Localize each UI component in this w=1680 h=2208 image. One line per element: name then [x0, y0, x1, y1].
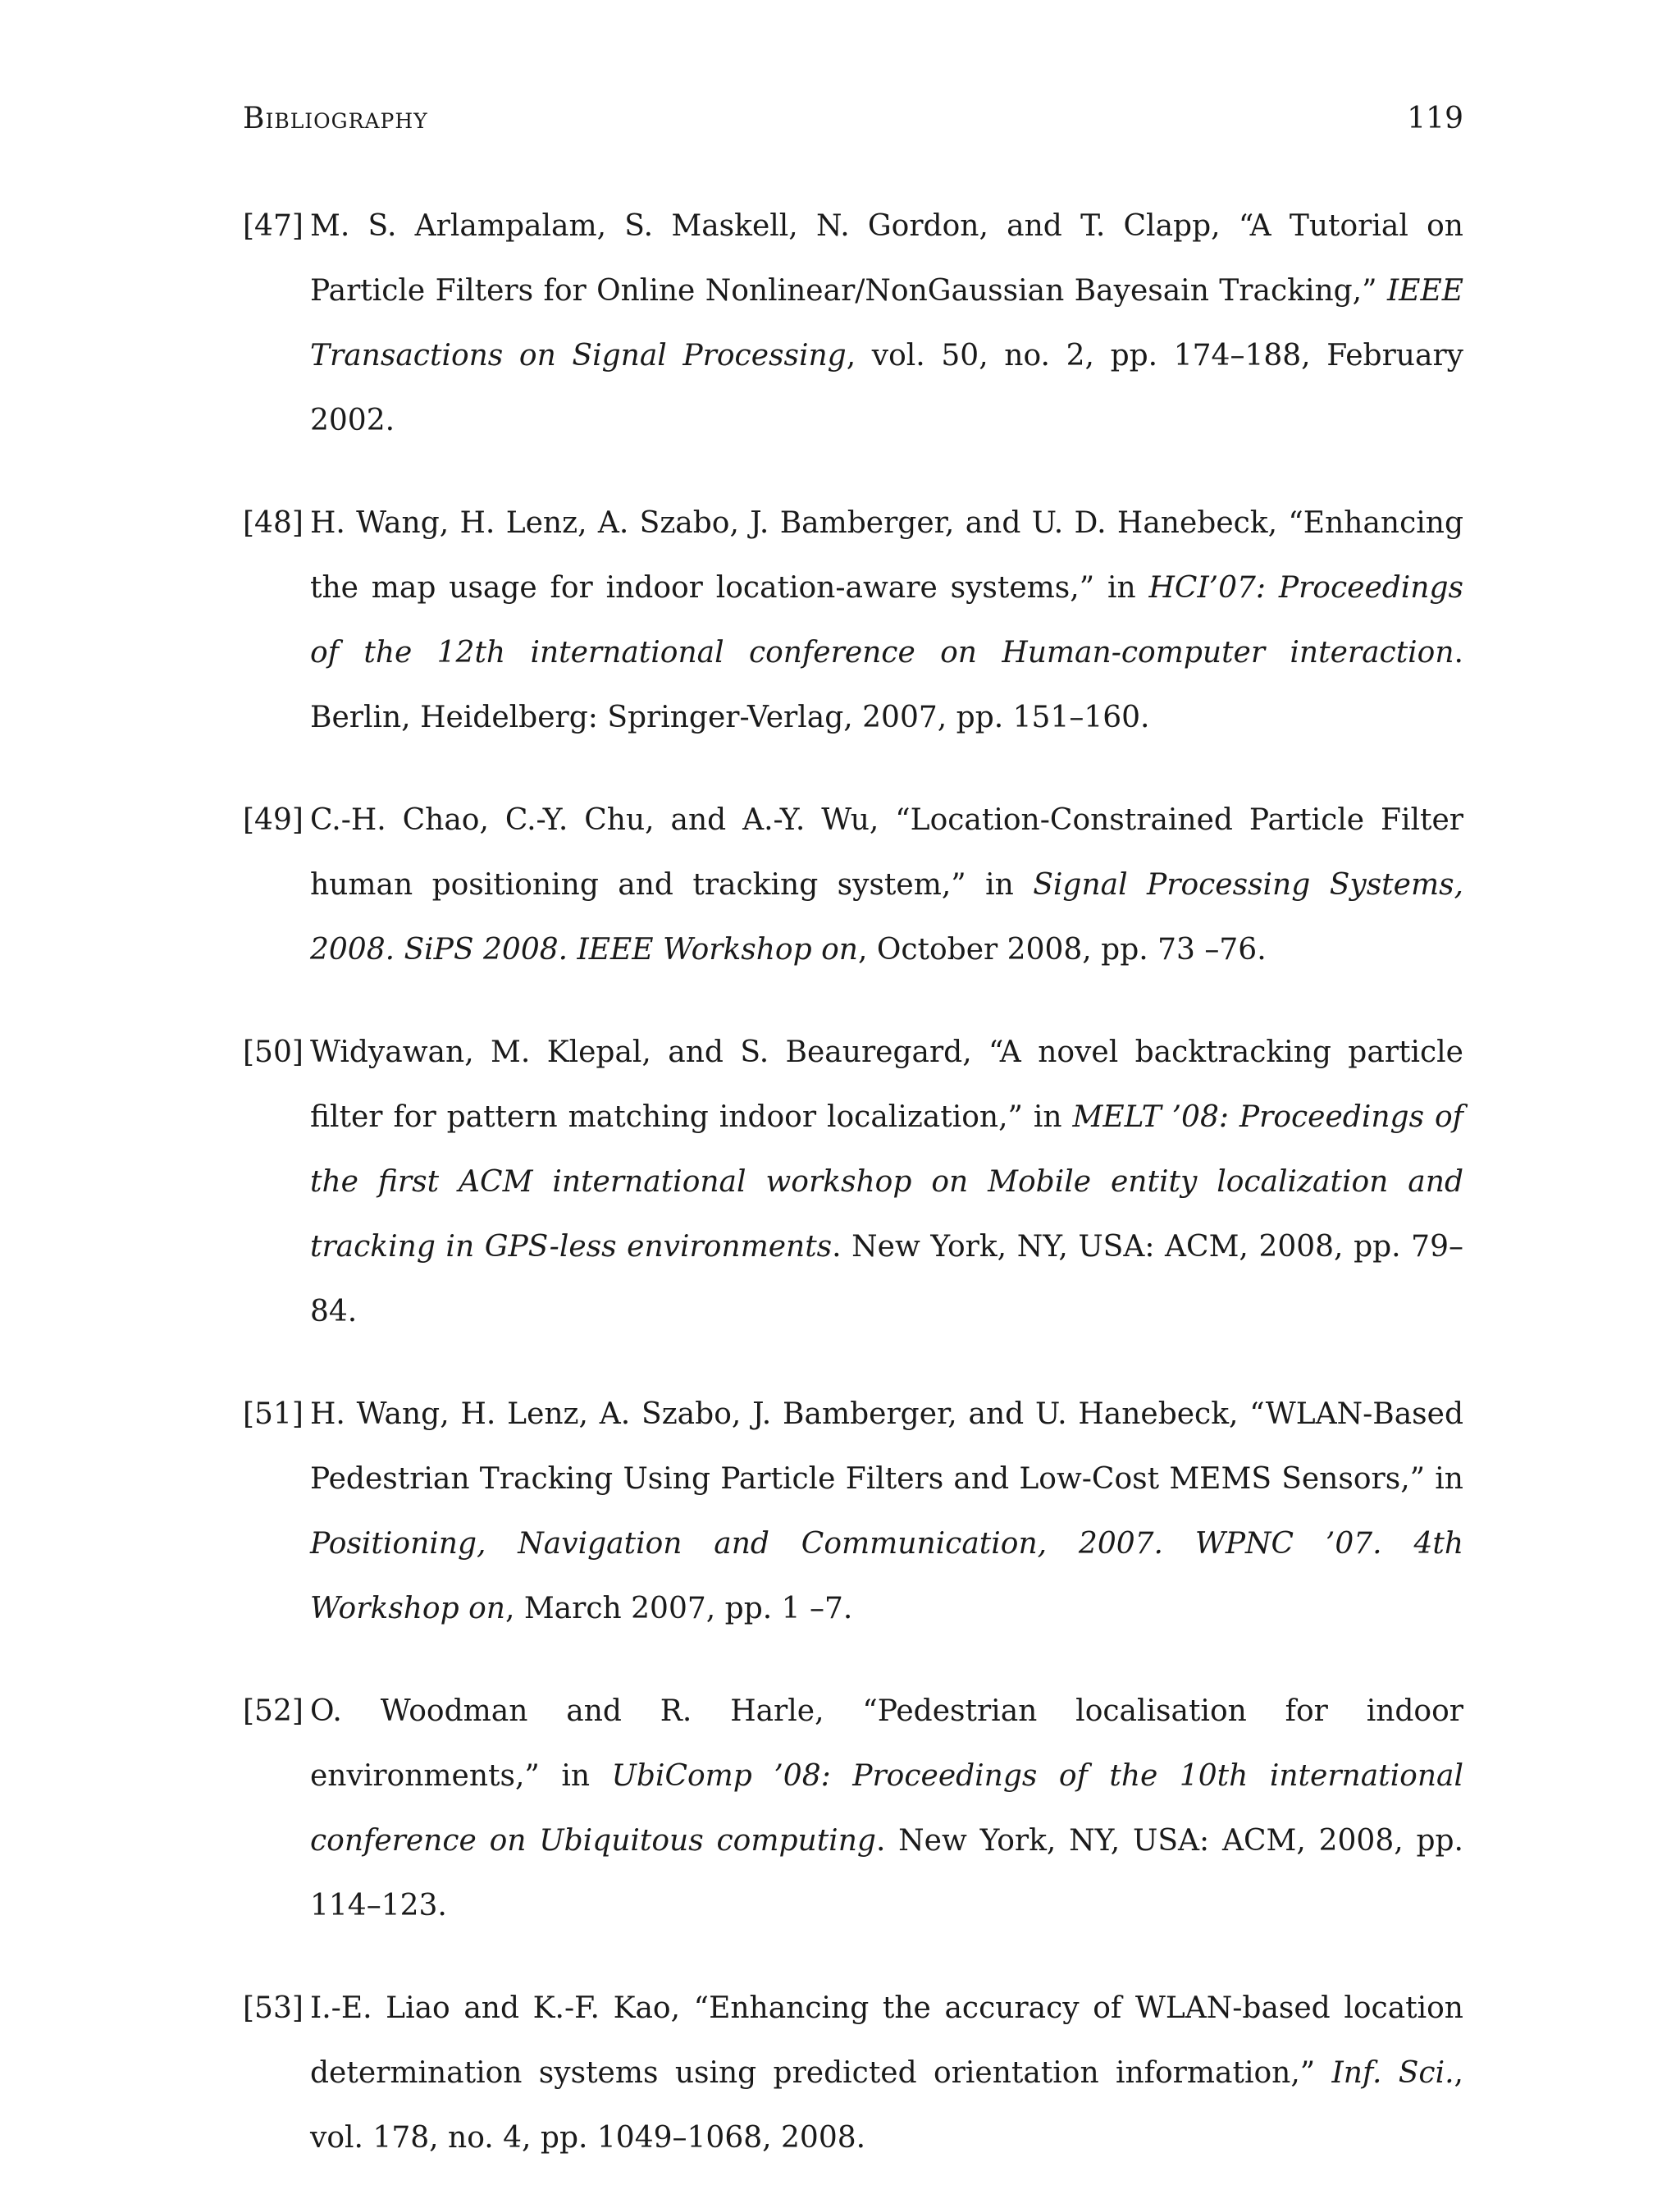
bib-entry — [243, 194, 1463, 453]
bib-segment: . Berlin, Heidelberg: Springer-Verlag, 2007, pp. 151–160. — [310, 636, 1463, 734]
bib-label: [53] — [243, 1991, 304, 2025]
bib-venue: UbiComp ’08: Proceedings of the 10th international conference on Ubiquitous computing — [310, 1759, 1463, 1858]
bib-entry — [243, 1382, 1463, 1641]
bib-entry — [243, 1020, 1463, 1344]
bib-text — [310, 209, 1463, 437]
bib-label: [49] — [243, 803, 304, 837]
bib-text — [310, 803, 1463, 967]
bib-entry — [243, 1679, 1463, 1938]
bib-segment: , March 2007, pp. 1 –7. — [504, 1592, 853, 1625]
bib-venue: Signal Processing Systems, 2008. SiPS 2008. IEEE Workshop on — [310, 868, 1463, 967]
bib-entry — [243, 788, 1463, 982]
bib-segment: , vol. 50, no. 2, pp. 174–188, February 2002. — [310, 339, 1463, 437]
bib-segment: M. S. Arlampalam, S. Maskell, N. Gordon, and T. Clapp, “A Tutorial on Particle Filters for Online Nonlinear/NonGaussian Bayesain Tracking,” — [310, 209, 1463, 308]
bib-label: [47] — [243, 209, 304, 243]
bib-text — [310, 506, 1463, 734]
bib-segment: H. Wang, H. Lenz, A. Szabo, J. Bamberger, and U. D. Hanebeck, “Enhancing the map usage for indoor location-aware systems,” in — [310, 506, 1463, 605]
bib-segment: . New York, NY, USA: ACM, 2008, pp. 79–84. — [310, 1230, 1463, 1328]
bib-venue: MELT ’08: Proceedings of the first ACM international workshop on Mobile entity localization and tracking in GPS-less environments — [310, 1100, 1463, 1264]
bib-text — [310, 1035, 1463, 1328]
bib-segment: H. Wang, H. Lenz, A. Szabo, J. Bamberger, and U. Hanebeck, “WLAN-Based Pedestrian Tracking Using Particle Filters and Low-Cost MEMS Sensors,” in — [310, 1397, 1463, 1496]
bib-text — [310, 1991, 1463, 2155]
bib-venue: Positioning, Navigation and Communication, 2007. WPNC ’07. 4th Workshop on — [310, 1527, 1463, 1625]
bibliography-list — [243, 194, 1463, 2208]
bib-segment: . New York, NY, USA: ACM, 2008, pp. 114–123. — [310, 1824, 1463, 1922]
bib-entry — [243, 1976, 1463, 2170]
bib-segment: , vol. 178, no. 4, pp. 1049–1068, 2008. — [310, 2056, 1463, 2155]
bib-venue: HCI’07: Proceedings of the 12th international conference on Human-computer interaction — [310, 571, 1464, 670]
bib-segment: , October 2008, pp. 73 –76. — [857, 933, 1267, 967]
bib-text — [310, 1397, 1463, 1625]
bib-label: [51] — [243, 1397, 304, 1431]
page-header — [243, 102, 1463, 141]
bib-venue: IEEE Transactions on Signal Processing — [310, 274, 1463, 373]
bib-segment: O. Woodman and R. Harle, “Pedestrian localisation for indoor environments,” in — [310, 1694, 1463, 1793]
bib-segment: I.-E. Liao and K.-F. Kao, “Enhancing the accuracy of WLAN-based location determination systems using predicted orientation information,” — [310, 1991, 1463, 2090]
bib-segment: C.-H. Chao, C.-Y. Chu, and A.-Y. Wu, “Location-Constrained Particle Filter human positioning and tracking system,” in — [310, 803, 1463, 902]
bib-text — [310, 1694, 1463, 1922]
bib-venue: Inf. Sci. — [1331, 2056, 1454, 2090]
running-head: Bibliography — [243, 102, 428, 135]
page-number: 119 — [1407, 102, 1463, 135]
bib-label: [52] — [243, 1694, 304, 1728]
bib-label: [48] — [243, 506, 304, 540]
bib-segment: Widyawan, M. Klepal, and S. Beauregard, “A novel backtracking particle filter for pattern matching indoor localization,” in — [310, 1035, 1463, 1134]
bib-entry — [243, 491, 1463, 750]
bib-label: [50] — [243, 1035, 304, 1069]
